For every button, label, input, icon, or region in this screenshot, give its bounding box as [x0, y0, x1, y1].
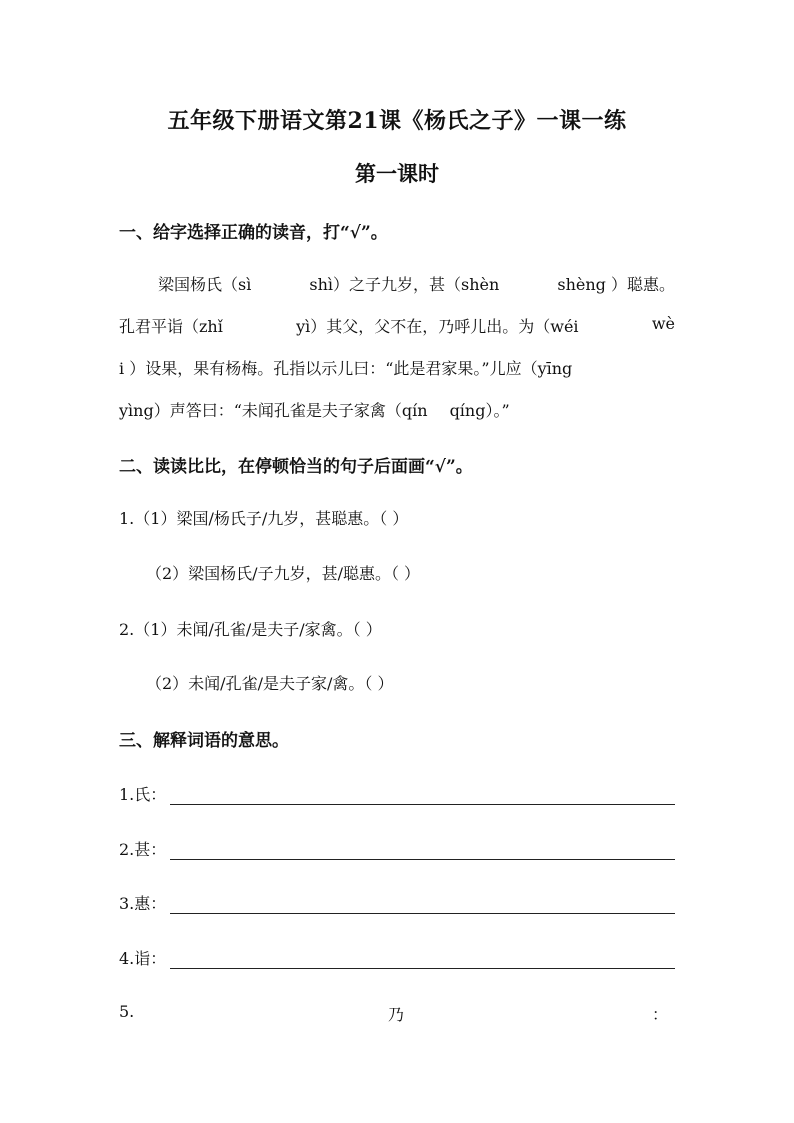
answer-line-1[interactable] — [170, 786, 675, 805]
section1-line-4 — [119, 398, 675, 421]
line2-part1: 孔君平诣（zhǐ — [119, 317, 223, 336]
definition-word-5: 乃 — [388, 1005, 405, 1024]
line1-part3: shèng ）聪惠。 — [557, 275, 675, 294]
line4-part1: yìng）声答曰：“未闻孔雀是夫子家禽（qín — [119, 401, 428, 420]
line4-part2: qíng）。” — [449, 401, 510, 420]
definition-row-2 — [119, 837, 675, 860]
definition-label-3: 3.惠： — [119, 894, 167, 913]
section1-line-2 — [119, 314, 675, 337]
section3-heading: 三、解释词语的意思。 — [119, 731, 289, 751]
definition-colon-5: ： — [652, 1005, 669, 1024]
definition-row-1 — [119, 782, 675, 805]
line2-part3: wè — [651, 314, 675, 333]
definition-number-5: 5. — [119, 1002, 135, 1021]
section1-line-1 — [158, 272, 675, 295]
page-subtitle: 第一课时 — [355, 161, 439, 186]
answer-line-2[interactable] — [170, 841, 675, 860]
section1-line-3 — [119, 356, 675, 379]
section2-item-1-2: （2）梁国杨氏/子九岁，甚/聪惠。（ ） — [146, 564, 421, 583]
definition-label-4: 4.诣： — [119, 949, 167, 968]
line1-part2: shì）之子九岁，甚（shèn — [309, 275, 500, 294]
answer-line-3[interactable] — [170, 895, 675, 914]
line2-part2: yì）其父，父不在，乃呼儿出。为（wéi — [296, 317, 579, 336]
line1-part1: 梁国杨氏（sì — [158, 275, 252, 294]
section2-heading: 二、读读比比，在停顿恰当的句子后面画“√”。 — [119, 457, 473, 477]
definition-row-4 — [119, 946, 675, 969]
line3-part1: i ）设果，果有杨梅。孔指以示儿曰：“此是君家果。”儿应（yīng — [119, 359, 573, 378]
page-title: 五年级下册语文第21课《杨氏之子》一课一练 — [167, 108, 627, 134]
definition-label-2: 2.甚： — [119, 840, 167, 859]
definition-label-1: 1.氏： — [119, 785, 167, 804]
section2-item-2-2: （2）未闻/孔雀/是夫子家/禽。（ ） — [146, 674, 394, 693]
section1-heading: 一、给字选择正确的读音，打“√”。 — [119, 223, 388, 243]
section2-item-2-1: 2.（1）未闻/孔雀/是夫子/家禽。（ ） — [119, 620, 382, 639]
definition-row-3 — [119, 891, 675, 914]
section2-item-1-1: 1.（1）梁国/杨氏子/九岁，甚聪惠。（ ） — [119, 509, 409, 528]
answer-line-4[interactable] — [170, 950, 675, 969]
